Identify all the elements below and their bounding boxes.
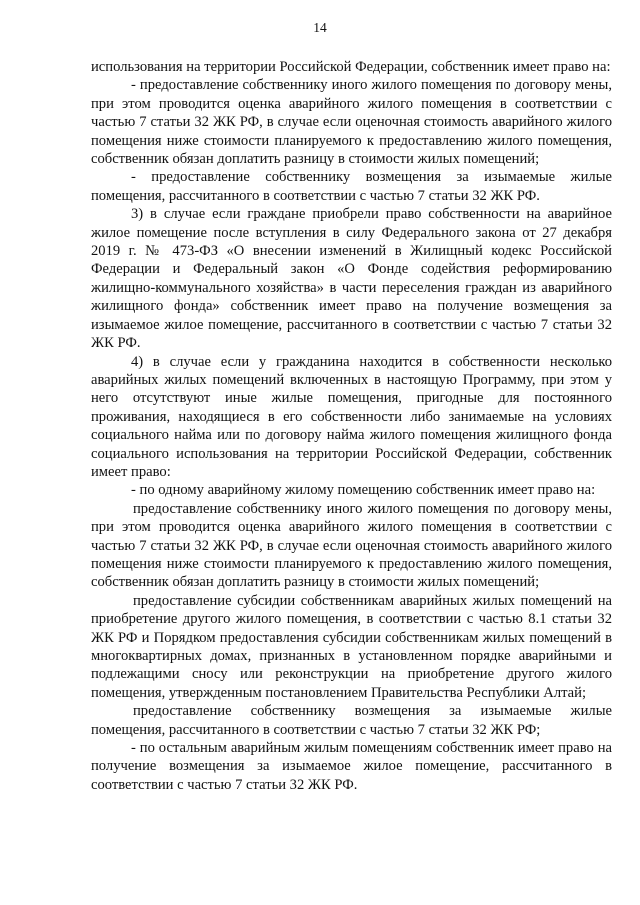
paragraph-9: предоставление собственнику возмещения за изымаемые жилые помещения, рассчитанного в соответствии с частью 7 статьи 32 ЖК РФ;: [91, 703, 612, 738]
paragraph-1: использования на территории Российской Федерации, собственник имеет право на:: [91, 59, 611, 75]
paragraph-6: - по одному аварийному жилому помещению собственник имеет право на:: [131, 482, 596, 499]
paragraph-8: предоставление субсидии собственникам аварийных жилых помещений на приобретение другого жилого помещения, в соответствии с частью 8.1 статьи 32 ЖК РФ и Порядком предоставления субсидии собственникам жилых помещений в многоквартирных домах, признанных в установленном порядке аварийными и подлежащими сносу или реконструкции на приобретение другого жилого помещения, утвержденным постановлением Правительства Республики Алтай;: [91, 592, 612, 701]
paragraph-2: - предоставление собственнику иного жилого помещения по договору мены, при этом проводится оценка аварийного жилого помещения в соответствии с частью 7 статьи 32 ЖК РФ, в случае если оценочная стоимость аварийного жилого помещения ниже стоимости планируемого к предоставлению жилого помещения, собственник обязан доплатить разницу в стоимости жилых помещений;: [91, 77, 612, 168]
paragraph-3: - предоставление собственнику возмещения за изымаемые жилые помещения, рассчитанного в соответствии с частью 7 статьи 32 ЖК РФ.: [91, 169, 612, 204]
paragraph-5: 4) в случае если у гражданина находится в собственности несколько аварийных жилых помещений включенных в настоящую Программу, при этом у него отсутствуют иные жилые помещения, пригодные для постоянного проживания, находящиеся в его собственности либо занимаемые на условиях социального найма или по договору найма жилого помещения жилищного фонда социального использования на территории Российской Федерации, собственник имеет право:: [91, 353, 612, 480]
paragraph-7: предоставление собственнику иного жилого помещения по договору мены, при этом проводится оценка аварийного жилого помещения в соответствии с частью 7 статьи 32 ЖК РФ, в случае если оценочная стоимость аварийного жилого помещения ниже стоимости планируемого к предоставлению жилого помещения, собственник обязан доплатить разницу в стоимости жилых помещений;: [91, 500, 612, 591]
document-body: [91, 58, 612, 794]
paragraph-4: 3) в случае если граждане приобрели право собственности на аварийное жилое помещение после вступления в силу Федерального закона от 27 декабря 2019 г. № 473-ФЗ «О внесении изменений в Жилищный кодекс Российской Федерации и Федеральный закон «О Фонде содействия реформированию жилищно-коммунального хозяйства» в части переселения граждан из аварийного жилищного фонда» собственник имеет право на получение возмещения за изымаемое жилое помещение, рассчитанного в соответствии с частью 7 статьи 32 ЖК РФ.: [91, 206, 612, 352]
paragraph-10: - по остальным аварийным жилым помещениям собственник имеет право на получение возмещения за изымаемое жилое помещение, рассчитанного в соответствии с частью 7 статьи 32 ЖК РФ.: [91, 740, 612, 793]
page-number: 14: [313, 20, 327, 35]
